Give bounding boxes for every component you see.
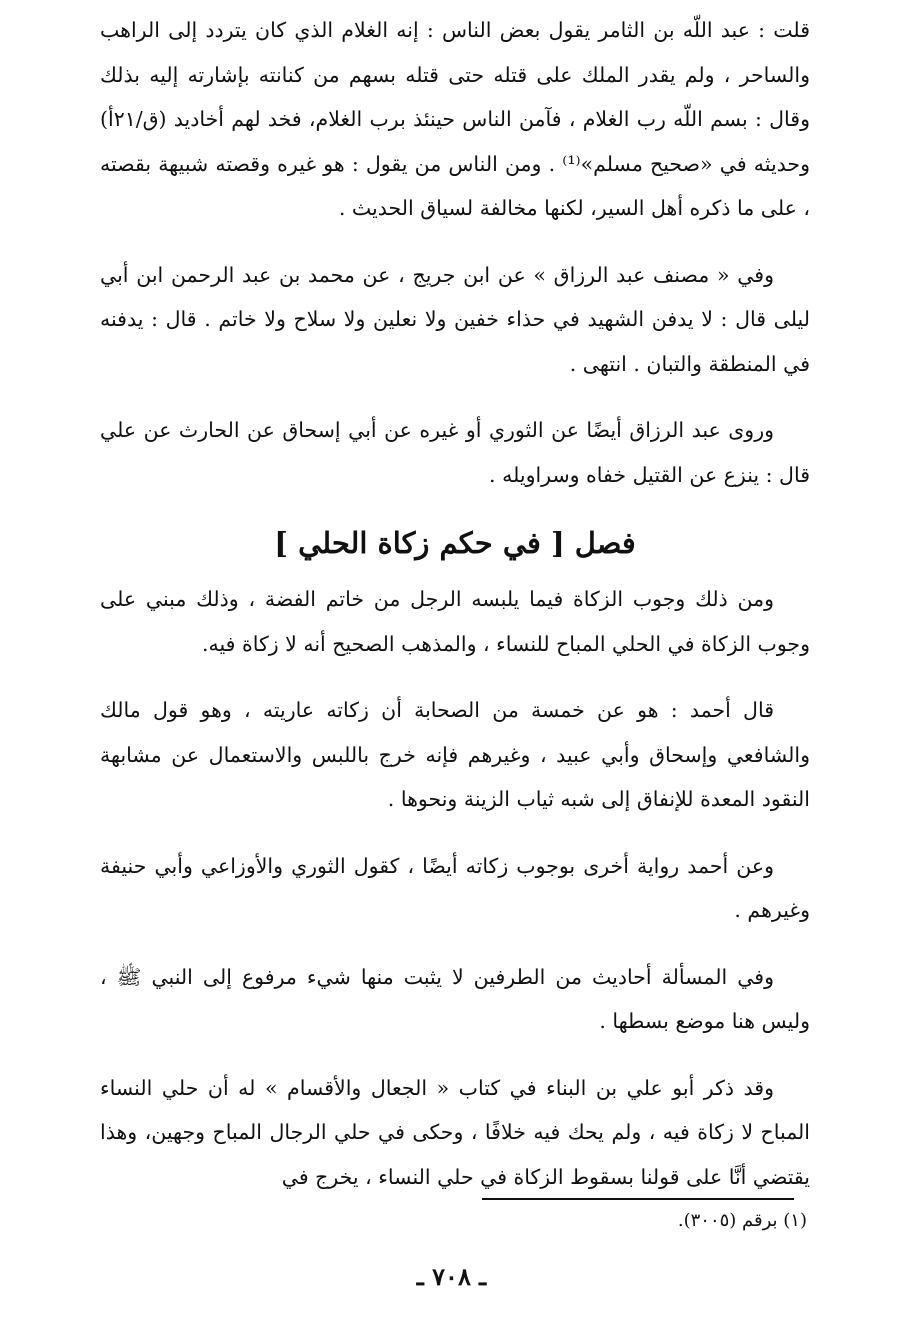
paragraph-abdurrazzaq-narration: وروى عبد الرزاق أيضًا عن الثوري أو غيره عن أبي إسحاق عن الحارث عن علي قال : ينزع عن القتيل خفاه وسراويله .: [100, 418, 810, 487]
footnote-divider: [482, 1198, 794, 1200]
paragraph-musannaf-abdurrazzaq: وفي « مصنف عبد الرزاق » عن ابن جريج ، عن محمد بن عبد الرحمن ابن أبي ليلى قال : لا يدفن الشهيد في حذاء خفين ولا نعلين ولا سلاح ولا خاتم . قال : يدفنه في المنطقة والتبان . انتهى .: [100, 262, 810, 376]
paragraph-ahmad-opinion: قال أحمد : هو عن خمسة من الصحابة أن زكاته عاريته ، وهو قول مالك والشافعي وإسحاق وأبي عبيد ، وغيرهم فإنه خرج باللبس والاستعمال عن مشابهة النقود المعدة للإنفاق إلى شبه ثياب الزينة ونحوها .: [100, 698, 810, 811]
page-number: ـ ٧٠٨ ـ: [416, 1262, 487, 1291]
paragraph-zakat-silver-ring: ومن ذلك وجوب الزكاة فيما يلبسه الرجل من خاتم الفضة ، وذلك مبني على وجوب الزكاة في الحلي المباح للنساء ، والمذهب الصحيح أنه لا زكاة فيه.: [100, 587, 810, 656]
footnote: (١) برقم (٣٠٠٥).: [677, 1210, 807, 1231]
section-heading: فصل [ في حكم زكاة الحلي ]: [274, 526, 636, 560]
paragraph-abdullah-bin-thamir: قلت : عبد اللّه بن الثامر يقول بعض الناس : إنه الغلام الذي كان يتردد إلى الراهب والساحر ، ولم يقدر الملك على قتله حتى قتله بسهم من كنانته بإشارته إليه بذلك وقال : بسم اللّه رب الغلام ، فآمن الناس حينئذ برب الغلام، فخد لهم أخاديد (ق/٢١أ) وحديثه في «صحيح مسلم»⁽¹⁾ . ومن الناس من يقول : هو غيره وقصته شبيهة بقصته ، على ما ذكره أهل السير، لكنها مخالفة لسياق الحديث .: [100, 18, 810, 220]
page-body: [100, 8, 810, 1221]
paragraph-hadiths-both-sides: وفي المسألة أحاديث من الطرفين لا يثبت منها شيء مرفوع إلى النبي ﷺ ، وليس هنا موضع بسطها .: [100, 964, 810, 1033]
paragraph-ibn-al-banna: وقد ذكر أبو علي بن البناء في كتاب « الجعال والأقسام » له أن حلي النساء المباح لا زكاة فيه ، ولم يحك فيه خلافًا ، وحكى في حلي الرجال المباح وجهين، وهذا يقتضي أنَّا على قولنا بسقوط الزكاة في حلي النساء ، يخرج في: [100, 1075, 810, 1189]
paragraph-ahmad-other-narration: وعن أحمد رواية أخرى بوجوب زكاته أيضًا ، كقول الثوري والأوزاعي وأبي حنيفة وغيرهم .: [100, 853, 810, 922]
